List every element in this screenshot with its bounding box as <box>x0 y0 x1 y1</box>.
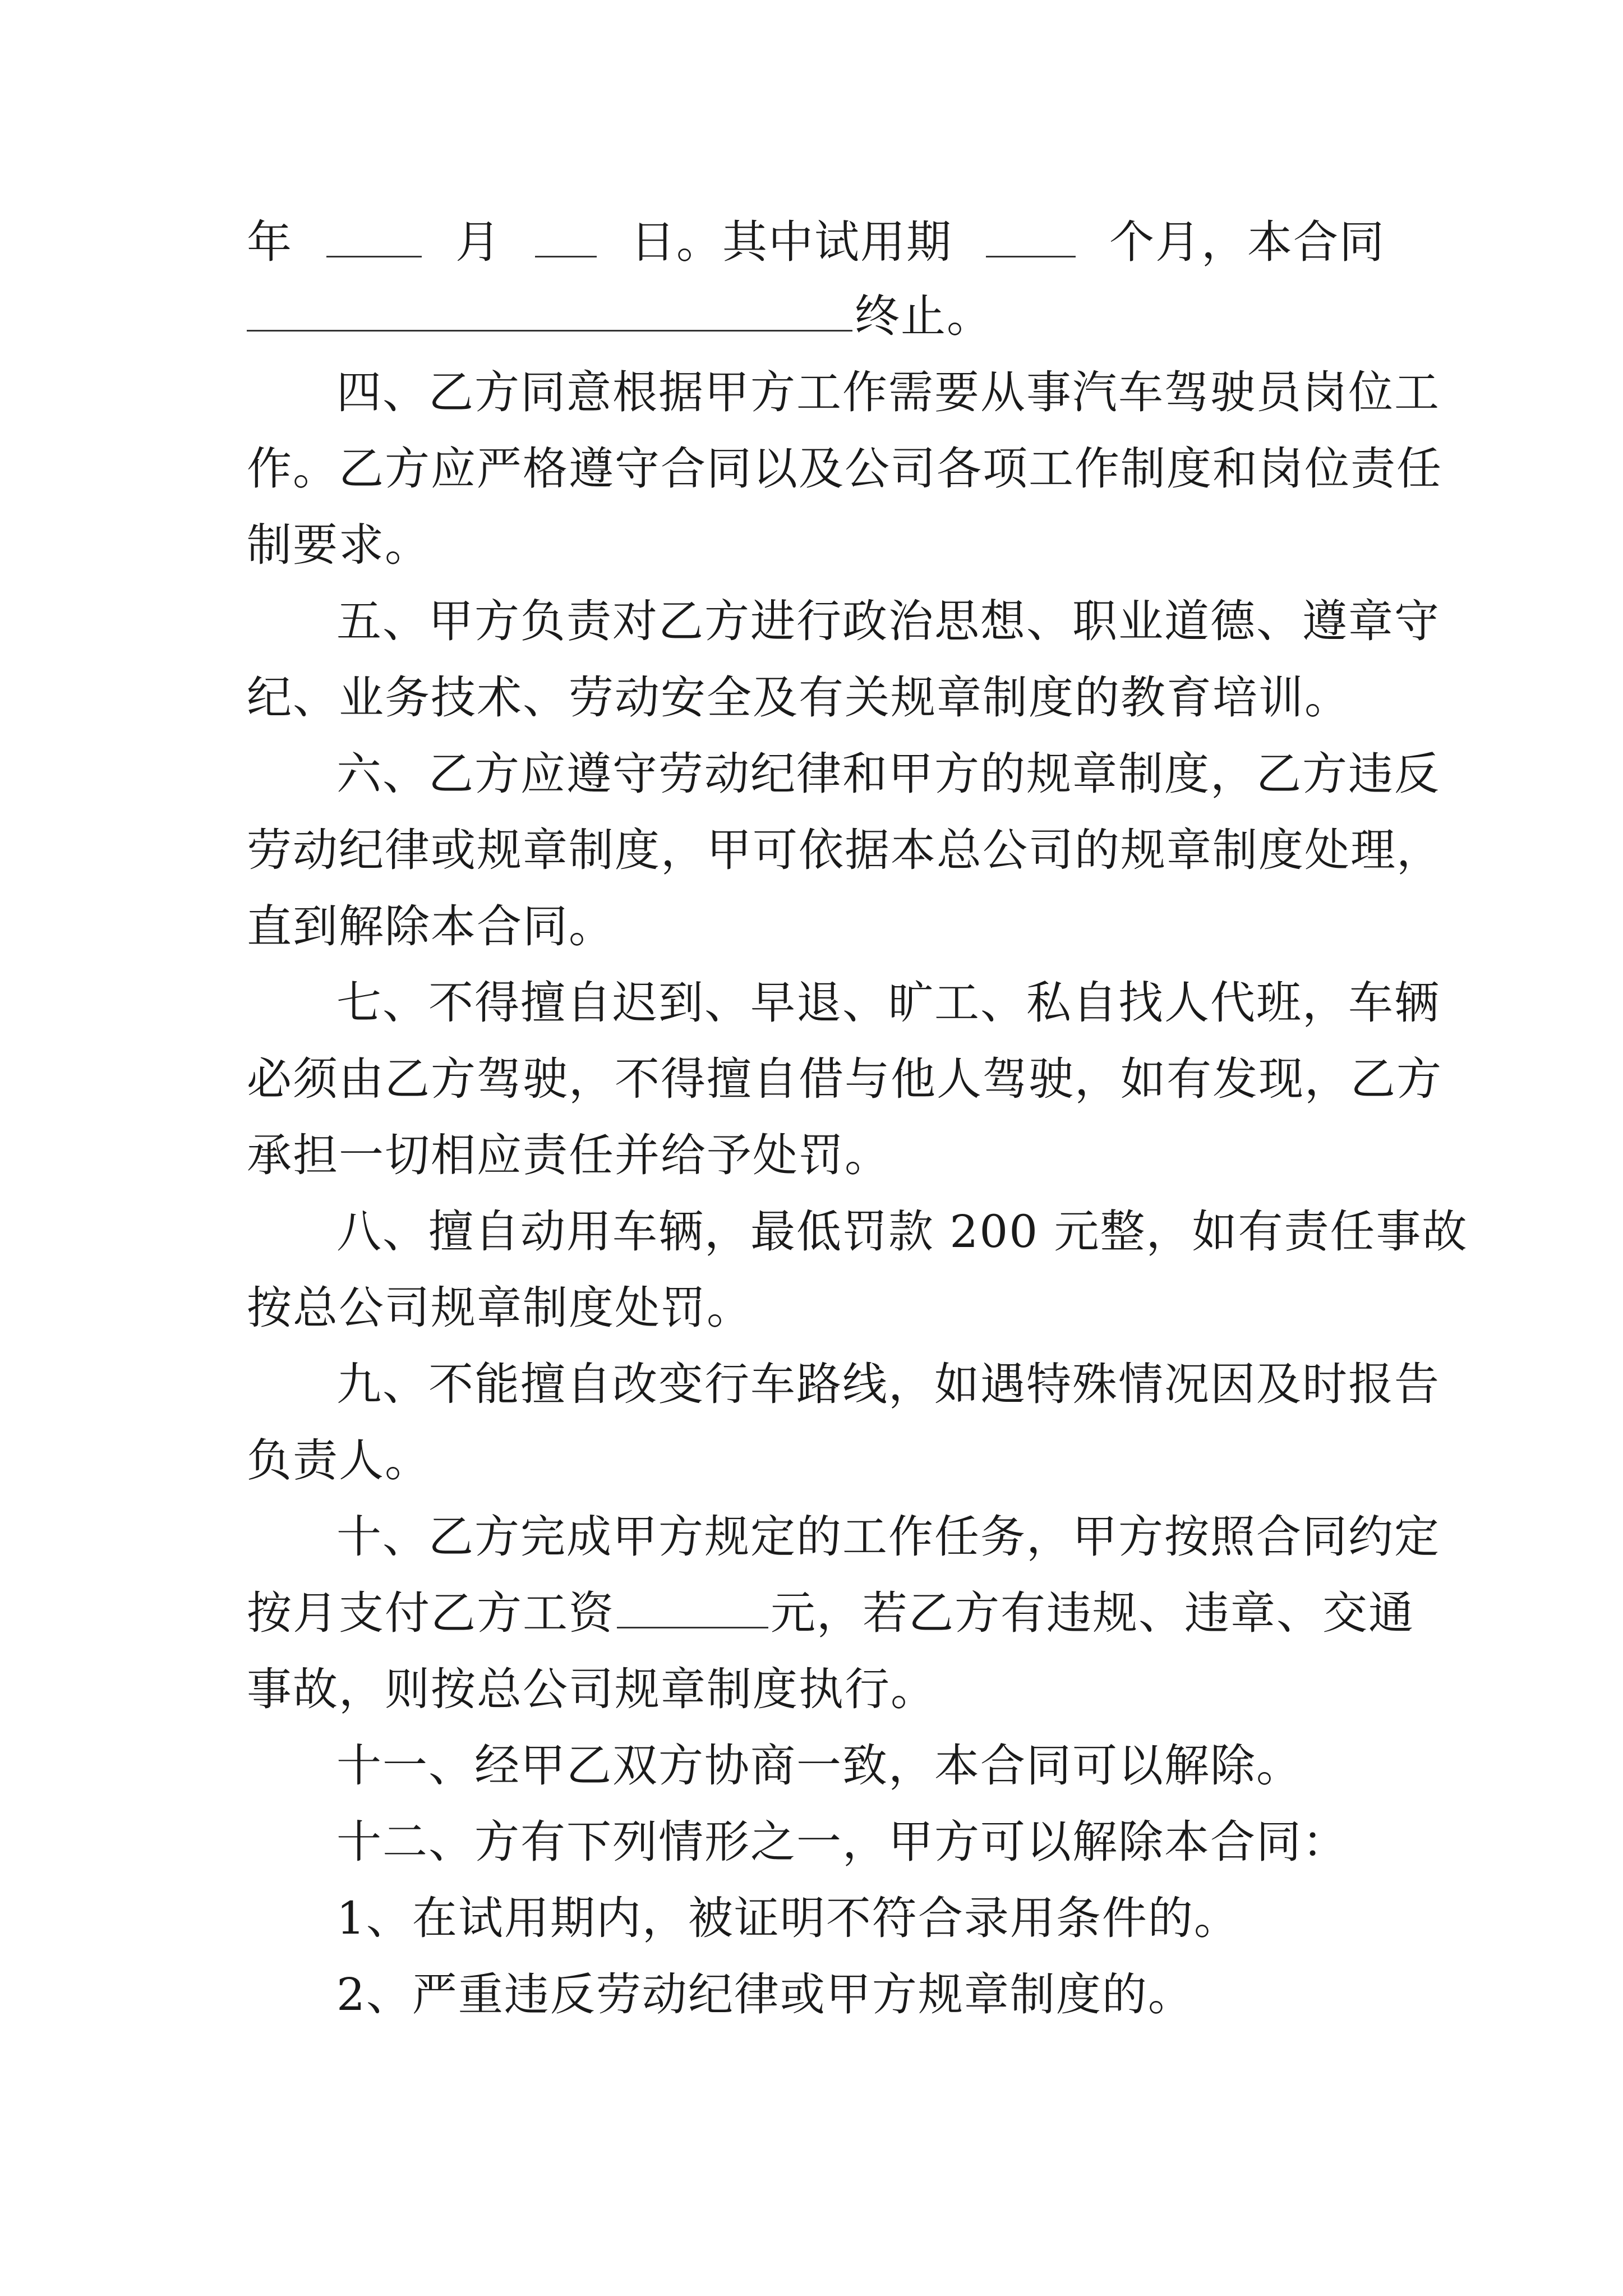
clause-4-line-3: 制要求。 <box>247 519 431 571</box>
clause-10-line-2 <box>247 1585 1414 1641</box>
clause-4-line-1: 四、乙方同意根据甲方工作需要从事汽车驾驶员岗位工 <box>336 366 1440 418</box>
trial-period-blank <box>986 221 1076 257</box>
salary-after: 元，若乙方有违规、违章、交通 <box>771 1587 1414 1639</box>
salary-label: 按月支付乙方工资 <box>247 1587 615 1639</box>
clause-6-line-3: 直到解除本合同。 <box>247 900 615 953</box>
term-end-label: 终止。 <box>855 290 993 342</box>
salary-blank <box>617 1592 768 1628</box>
clause-12-line-1: 十二、方有下列情形之一，甲方可以解除本合同： <box>336 1816 1348 1868</box>
clause-4-line-2: 作。乙方应严格遵守合同以及公司各项工作制度和岗位责任 <box>247 443 1442 495</box>
trial-unit-label: 个月，本合同 <box>1109 216 1385 268</box>
day-blank <box>535 221 597 257</box>
clause-11-line-1: 十一、经甲乙双方协商一致，本合同可以解除。 <box>336 1740 1302 1792</box>
term-end-line <box>247 288 1385 344</box>
month-label: 月 <box>455 216 501 268</box>
clause-10-line-1: 十、乙方完成甲方规定的工作任务，甲方按照合同约定 <box>336 1511 1440 1563</box>
month-blank <box>326 221 422 257</box>
clause-6-line-1: 六、乙方应遵守劳动纪律和甲方的规章制度，乙方违反 <box>336 748 1440 800</box>
day-trial-label: 日。其中试用期 <box>630 216 952 268</box>
clause-9-line-2: 负责人。 <box>247 1434 431 1487</box>
clause-10-line-3: 事故，则按总公司规章制度执行。 <box>247 1663 937 1715</box>
clause-8-line-2: 按总公司规章制度处罚。 <box>247 1282 753 1334</box>
year-label: 年 <box>247 216 293 268</box>
clause-7-line-2: 必须由乙方驾驶，不得擅自借与他人驾驶，如有发现，乙方 <box>247 1053 1442 1105</box>
term-dates-line <box>247 214 1385 270</box>
clause-7-line-3: 承担一切相应责任并给予处罚。 <box>247 1129 891 1181</box>
clause-5-line-1: 五、甲方负责对乙方进行政治思想、职业道德、遵章守 <box>336 595 1440 647</box>
termination-date-blank <box>247 295 852 332</box>
clause-9-line-1: 九、不能擅自改变行车路线，如遇特殊情况因及时报告 <box>336 1358 1440 1410</box>
clause-6-line-2: 劳动纪律或规章制度，甲可依据本总公司的规章制度处理， <box>247 824 1442 876</box>
item-1: 1、在试用期内，被证明不符合录用条件的。 <box>336 1892 1240 1944</box>
clause-8-line-1: 八、擅自动用车辆，最低罚款 200 元整，如有责任事故 <box>336 1205 1468 1258</box>
clause-5-line-2: 纪、业务技术、劳动安全及有关规章制度的教育培训。 <box>247 671 1350 724</box>
item-2: 2、严重违反劳动纪律或甲方规章制度的。 <box>336 1968 1194 2021</box>
clause-7-line-1: 七、不得擅自迟到、早退、旷工、私自找人代班，车辆 <box>336 977 1440 1029</box>
